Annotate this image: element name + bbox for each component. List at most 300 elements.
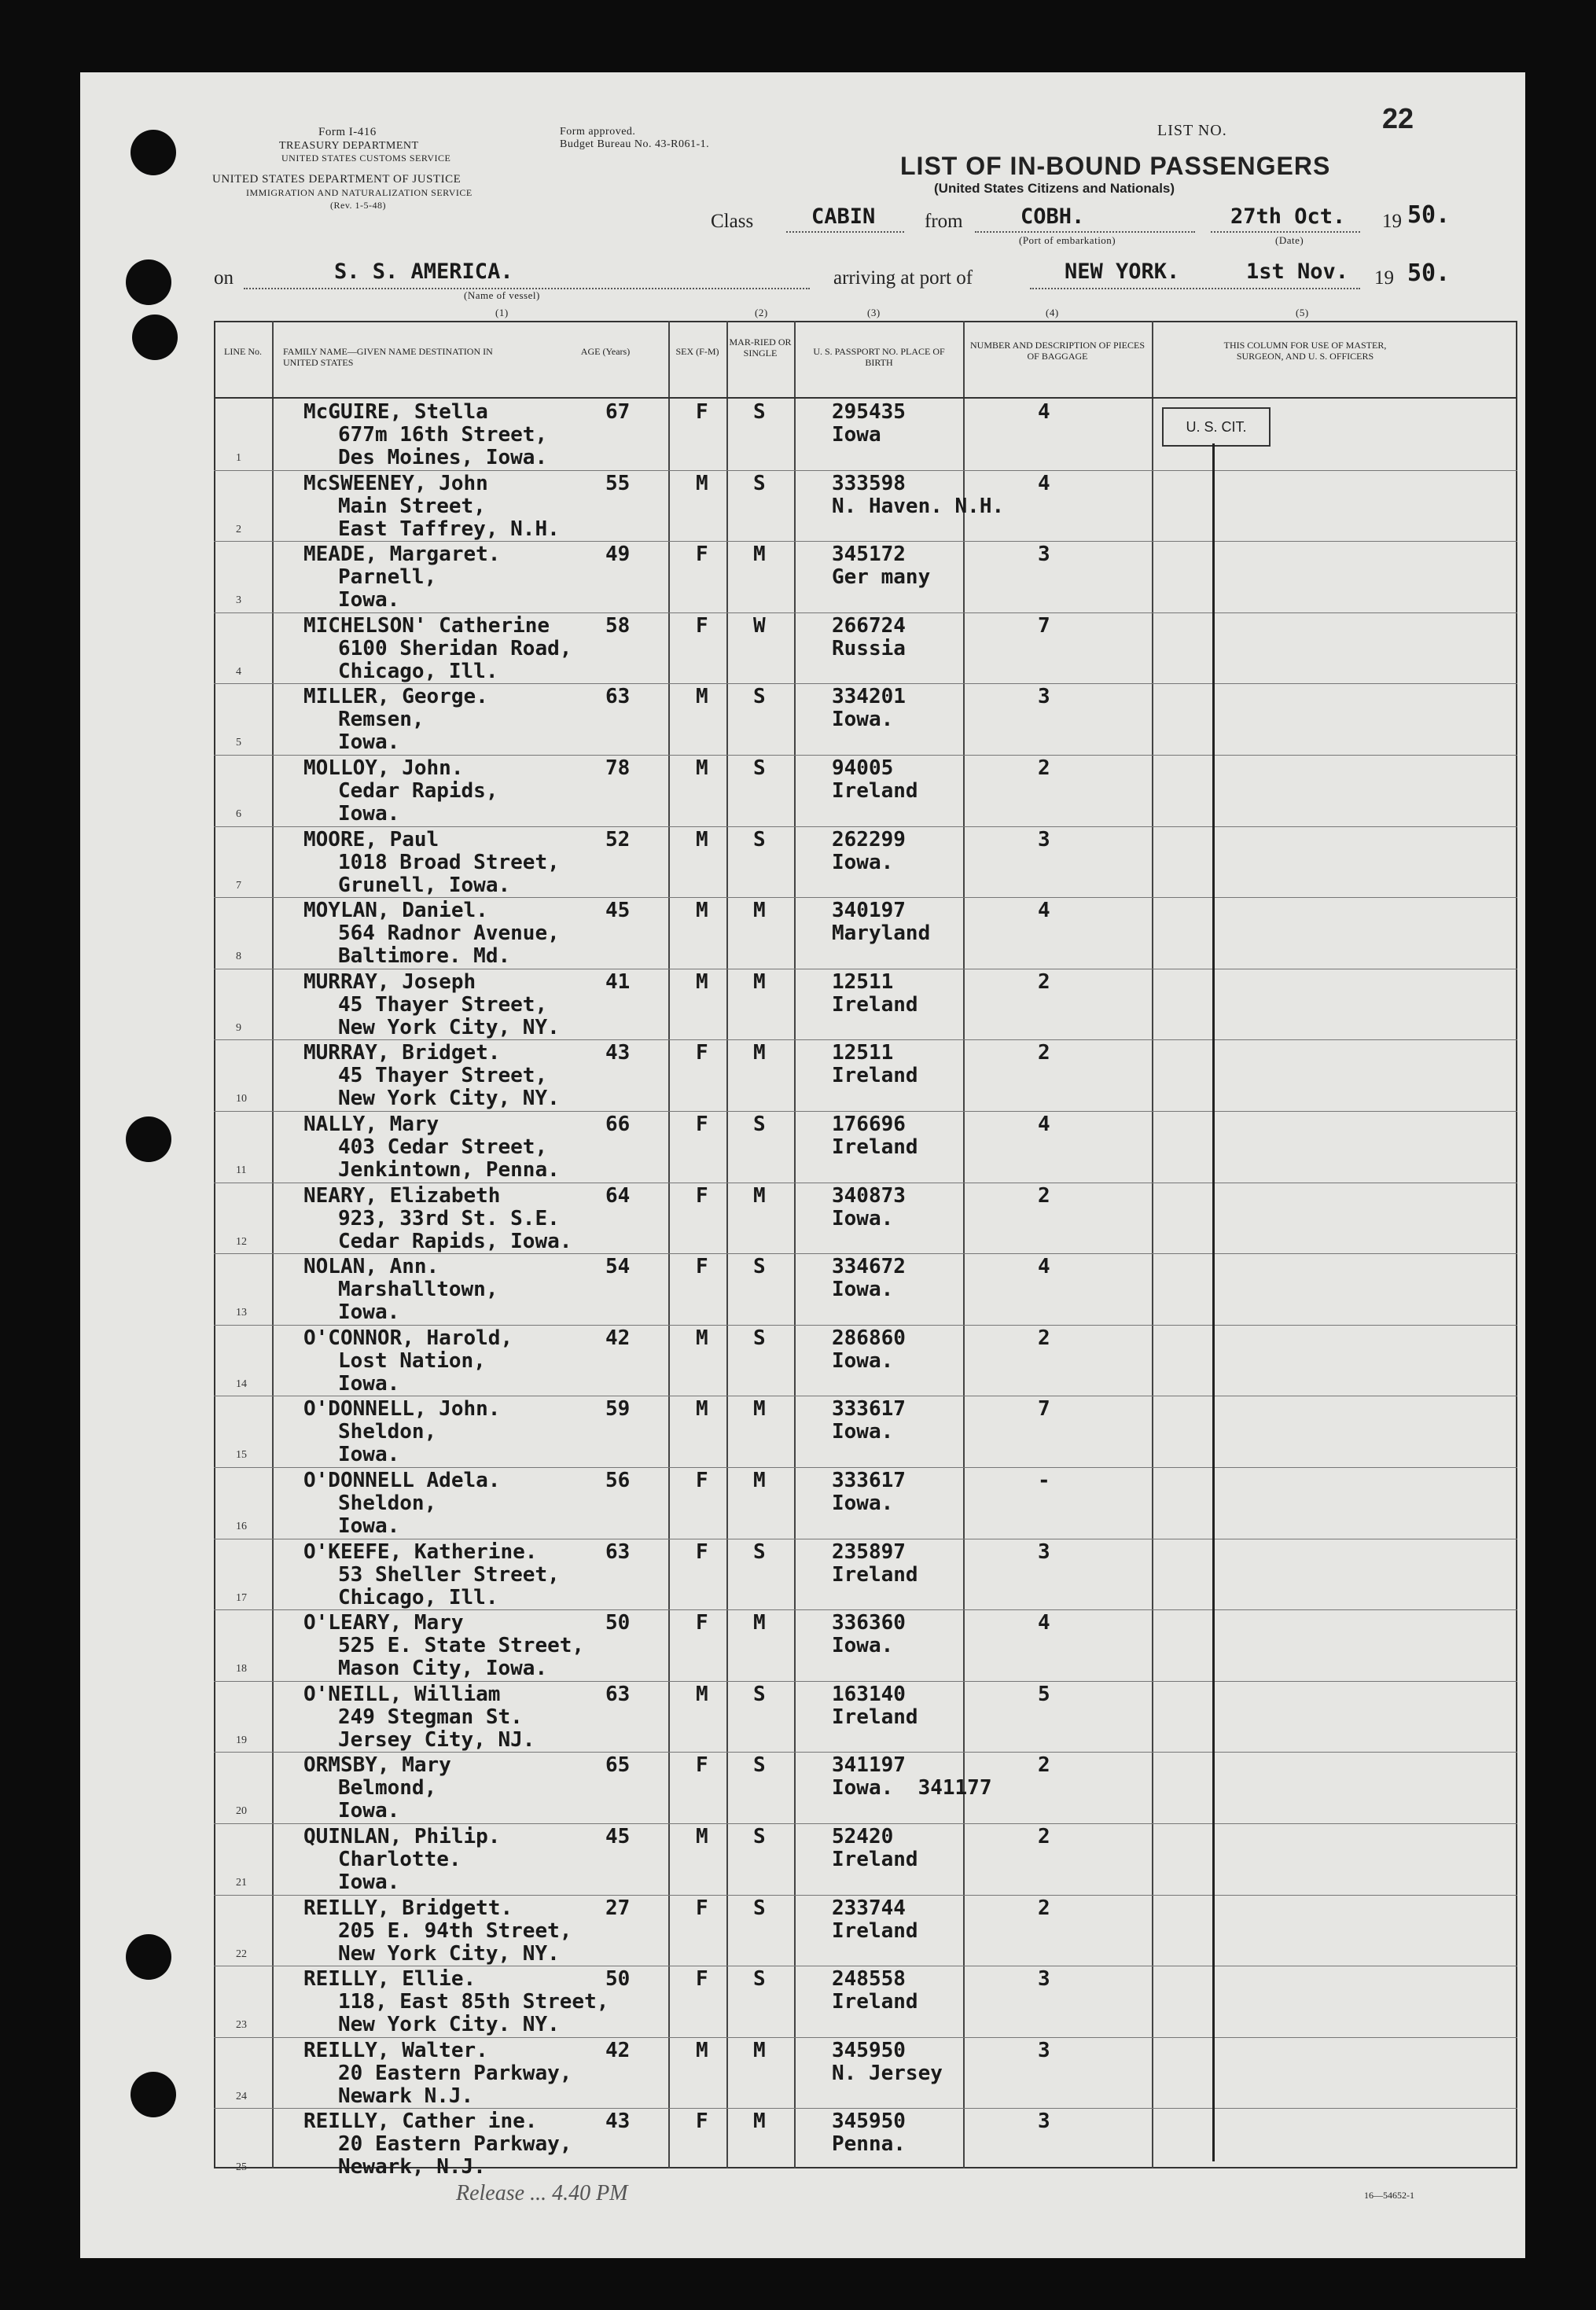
address-line-2: Newark N.J. bbox=[338, 2084, 474, 2108]
passport-number: 340873 bbox=[832, 1183, 906, 1208]
baggage-count: 3 bbox=[1038, 2110, 1050, 2134]
baggage-count: 4 bbox=[1038, 1113, 1050, 1136]
age: 27 bbox=[605, 1896, 631, 1920]
address-line-1: 6100 Sheridan Road, bbox=[338, 636, 572, 660]
place-of-birth: Iowa. bbox=[832, 1420, 894, 1444]
punch-hole bbox=[126, 1116, 171, 1162]
marital-status: S bbox=[753, 1682, 766, 1706]
passport-number: 286860 bbox=[832, 1326, 906, 1350]
baggage-count: 4 bbox=[1038, 899, 1050, 923]
release-signature: Release ... 4.40 PM bbox=[456, 2181, 628, 2205]
age: 43 bbox=[605, 1041, 631, 1065]
marital-status: M bbox=[753, 1183, 766, 1208]
row-divider bbox=[214, 683, 1517, 684]
place-of-birth: Penna. bbox=[832, 2132, 906, 2157]
ins-heading: IMMIGRATION AND NATURALIZATION SERVICE bbox=[246, 187, 473, 198]
place-of-birth: Iowa. bbox=[832, 1634, 894, 1658]
address-line-1: 564 Radnor Avenue, bbox=[338, 921, 560, 946]
class-label: Class bbox=[711, 211, 754, 232]
address-line-2: New York City, NY. bbox=[338, 1087, 560, 1111]
line-number: 22 bbox=[236, 1948, 247, 1960]
baggage-count: 3 bbox=[1038, 2038, 1050, 2062]
page-title: LIST OF IN-BOUND PASSENGERS bbox=[900, 152, 1331, 180]
row-divider bbox=[214, 470, 1517, 471]
passport-number: 333598 bbox=[832, 471, 906, 495]
passport-number: 163140 bbox=[832, 1682, 906, 1706]
sex: M bbox=[696, 1682, 708, 1706]
passenger-name: O'CONNOR, Harold, bbox=[303, 1326, 513, 1350]
line-number: 8 bbox=[236, 951, 241, 963]
treasury-dept: TREASURY DEPARTMENT bbox=[279, 140, 419, 152]
place-of-birth: Ger many bbox=[832, 565, 931, 590]
class-value: CABIN bbox=[811, 204, 876, 229]
col-num-5: (5) bbox=[1296, 307, 1309, 318]
row-divider bbox=[214, 1039, 1517, 1040]
sex: F bbox=[696, 1255, 708, 1279]
row-divider bbox=[214, 1895, 1517, 1896]
sex: M bbox=[696, 685, 708, 709]
list-no-label: LIST NO. bbox=[1157, 122, 1227, 139]
sex: F bbox=[696, 1113, 708, 1136]
sex: F bbox=[696, 1469, 708, 1492]
row-divider bbox=[214, 755, 1517, 756]
passport-number: 176696 bbox=[832, 1113, 906, 1136]
vessel-caption: (Name of vessel) bbox=[464, 289, 540, 301]
address-line-2: Grunell, Iowa. bbox=[338, 873, 511, 897]
address-line-1: Belmond, bbox=[338, 1776, 437, 1801]
passport-number: 233744 bbox=[832, 1896, 906, 1920]
place-of-birth: Ireland bbox=[832, 1562, 918, 1587]
line-number: 23 bbox=[236, 2019, 247, 2032]
address-line-1: 53 Sheller Street, bbox=[338, 1562, 560, 1587]
arriving-label: arriving at port of bbox=[833, 267, 973, 289]
place-of-birth: N. Haven. N.H. bbox=[832, 494, 1005, 518]
form-id: Form I-416 bbox=[318, 126, 377, 138]
punch-hole bbox=[131, 130, 176, 175]
address-line-2: Iowa. bbox=[338, 1514, 400, 1538]
sex: F bbox=[696, 1967, 708, 1992]
passenger-name: NOLAN, Ann. bbox=[303, 1255, 439, 1279]
passport-number: 334672 bbox=[832, 1255, 906, 1279]
marital-status: S bbox=[753, 1825, 766, 1848]
passport-number: 345172 bbox=[832, 543, 906, 567]
baggage-count: 4 bbox=[1038, 400, 1050, 424]
passenger-name: REILLY, Walter. bbox=[303, 2038, 488, 2062]
address-line-1: 205 E. 94th Street, bbox=[338, 1918, 572, 1943]
passport-number: 262299 bbox=[832, 827, 906, 852]
age: 41 bbox=[605, 969, 631, 994]
marital-status: S bbox=[753, 1896, 766, 1920]
departure-date: 27th Oct. bbox=[1230, 204, 1346, 229]
address-line-1: 249 Stegman St. bbox=[338, 1705, 523, 1729]
passenger-name: McSWEENEY, John bbox=[303, 471, 488, 495]
address-line-2: New York City, NY. bbox=[338, 1941, 560, 1966]
address-line-2: Newark, N.J. bbox=[338, 2155, 486, 2179]
punch-hole bbox=[126, 1934, 171, 1980]
age: 67 bbox=[605, 400, 631, 424]
sex: M bbox=[696, 1825, 708, 1848]
punch-hole bbox=[132, 314, 178, 360]
place-of-birth: Ireland bbox=[832, 1064, 918, 1088]
address-line-1: Charlotte. bbox=[338, 1848, 462, 1871]
baggage-count: 2 bbox=[1038, 1825, 1050, 1848]
row-divider bbox=[214, 1467, 1517, 1468]
place-of-birth: Ireland bbox=[832, 992, 918, 1017]
address-line-1: 20 Eastern Parkway, bbox=[338, 2061, 572, 2085]
line-number: 19 bbox=[236, 1734, 247, 1746]
passenger-name: MOORE, Paul bbox=[303, 827, 439, 852]
row-divider bbox=[214, 897, 1517, 898]
address-line-1: 525 E. State Street, bbox=[338, 1634, 585, 1658]
passport-number: 12511 bbox=[832, 969, 894, 994]
age: 42 bbox=[605, 2038, 631, 2062]
passenger-name: O'DONNELL, John. bbox=[303, 1397, 501, 1422]
sex: F bbox=[696, 400, 708, 424]
baggage-count: 4 bbox=[1038, 1611, 1050, 1635]
line-number: 25 bbox=[236, 2161, 247, 2174]
baggage-count: 2 bbox=[1038, 969, 1050, 994]
address-line-1: Sheldon, bbox=[338, 1420, 437, 1444]
passenger-name: REILLY, Cather ine. bbox=[303, 2110, 538, 2134]
marital-status: M bbox=[753, 1397, 766, 1422]
place-of-birth: Ireland bbox=[832, 1918, 918, 1943]
baggage-count: 2 bbox=[1038, 1041, 1050, 1065]
place-of-birth: Iowa. bbox=[832, 708, 894, 732]
sex: F bbox=[696, 1539, 708, 1564]
address-line-2: Iowa. bbox=[338, 1371, 400, 1396]
baggage-count: 2 bbox=[1038, 756, 1050, 780]
passport-number: 333617 bbox=[832, 1469, 906, 1492]
marital-status: M bbox=[753, 2038, 766, 2062]
col-age: AGE (Years) bbox=[580, 346, 631, 357]
col-sex: SEX (F-M) bbox=[675, 346, 719, 357]
officer-column-line bbox=[1212, 443, 1215, 2161]
row-divider bbox=[214, 541, 1517, 542]
baggage-count: 3 bbox=[1038, 1967, 1050, 1992]
passenger-name: NALLY, Mary bbox=[303, 1113, 439, 1136]
budget-bureau: Budget Bureau No. 43-R061-1. bbox=[560, 138, 710, 150]
place-of-birth: Iowa. bbox=[832, 1206, 894, 1230]
passenger-name: REILLY, Ellie. bbox=[303, 1967, 476, 1992]
passenger-name: MURRAY, Joseph bbox=[303, 969, 476, 994]
line-number: 7 bbox=[236, 879, 241, 892]
row-divider bbox=[214, 1752, 1517, 1753]
marital-status: M bbox=[753, 899, 766, 923]
marital-status: M bbox=[753, 2110, 766, 2134]
col-num-4: (4) bbox=[1046, 307, 1059, 318]
baggage-count: 2 bbox=[1038, 1183, 1050, 1208]
marital-status: S bbox=[753, 400, 766, 424]
age: 54 bbox=[605, 1255, 631, 1279]
address-line-1: Remsen, bbox=[338, 708, 425, 732]
age: 64 bbox=[605, 1183, 631, 1208]
line-number: 12 bbox=[236, 1235, 247, 1248]
place-of-birth: Iowa. bbox=[832, 1348, 894, 1373]
baggage-count: 2 bbox=[1038, 1326, 1050, 1350]
address-line-2: East Taffrey, N.H. bbox=[338, 517, 560, 541]
passenger-name: REILLY, Bridgett. bbox=[303, 1896, 513, 1920]
marital-status: S bbox=[753, 685, 766, 709]
baggage-count: 3 bbox=[1038, 685, 1050, 709]
us-citizen-stamp: U. S. CIT. bbox=[1162, 407, 1271, 447]
passenger-name: NEARY, Elizabeth bbox=[303, 1183, 501, 1208]
line-number: 21 bbox=[236, 1877, 247, 1889]
marital-status: W bbox=[753, 613, 766, 638]
sex: M bbox=[696, 969, 708, 994]
marital-status: M bbox=[753, 1041, 766, 1065]
passenger-name: MOLLOY, John. bbox=[303, 756, 464, 780]
address-line-2: Iowa. bbox=[338, 588, 400, 612]
address-line-1: Sheldon, bbox=[338, 1492, 437, 1515]
marital-status: S bbox=[753, 1539, 766, 1564]
line-number: 16 bbox=[236, 1521, 247, 1532]
place-of-birth: Iowa. bbox=[832, 1278, 894, 1302]
marital-status: S bbox=[753, 827, 766, 852]
age: 58 bbox=[605, 613, 631, 638]
place-of-birth: Ireland bbox=[832, 779, 918, 803]
revision: (Rev. 1-5-48) bbox=[330, 200, 387, 211]
address-line-2: New York City, NY. bbox=[338, 1015, 560, 1039]
address-line-2: Chicago, Ill. bbox=[338, 659, 498, 683]
col-line: LINE No. bbox=[224, 346, 262, 357]
address-line-1: Cedar Rapids, bbox=[338, 779, 498, 803]
age: 45 bbox=[605, 899, 631, 923]
arrival-date: 1st Nov. bbox=[1246, 259, 1349, 284]
marital-status: M bbox=[753, 543, 766, 567]
address-line-2: Iowa. bbox=[338, 730, 400, 755]
baggage-count: - bbox=[1038, 1469, 1050, 1492]
age: 59 bbox=[605, 1397, 631, 1422]
col-name: FAMILY NAME—GIVEN NAME DESTINATION IN UNITED STATES bbox=[283, 346, 493, 368]
from-label: from bbox=[925, 211, 963, 232]
baggage-count: 2 bbox=[1038, 1896, 1050, 1920]
marital-status: M bbox=[753, 969, 766, 994]
sex: F bbox=[696, 2110, 708, 2134]
col-officers: THIS COLUMN FOR USE OF MASTER, SURGEON, AND U. S. OFFICERS bbox=[1223, 340, 1387, 362]
passport-number: 295435 bbox=[832, 400, 906, 424]
form-approved: Form approved. bbox=[560, 126, 636, 138]
address-line-2: Iowa. bbox=[338, 1799, 400, 1823]
passport-number: 52420 bbox=[832, 1825, 894, 1848]
col-passport: U. S. PASSPORT NO. PLACE OF BIRTH bbox=[813, 346, 945, 368]
marital-status: S bbox=[753, 1753, 766, 1778]
marital-status: S bbox=[753, 1967, 766, 1992]
row-divider bbox=[214, 1681, 1517, 1682]
passenger-name: ORMSBY, Mary bbox=[303, 1753, 451, 1778]
passport-number: 336360 bbox=[832, 1611, 906, 1635]
passenger-name: O'DONNELL Adela. bbox=[303, 1469, 501, 1492]
passenger-name: McGUIRE, Stella bbox=[303, 400, 488, 424]
passport-number: 333617 bbox=[832, 1397, 906, 1422]
place-of-birth: Ireland bbox=[832, 1990, 918, 2014]
line-number: 15 bbox=[236, 1449, 247, 1462]
passenger-name: O'LEARY, Mary bbox=[303, 1611, 464, 1635]
passport-number: 345950 bbox=[832, 2038, 906, 2062]
baggage-count: 7 bbox=[1038, 613, 1050, 638]
sex: F bbox=[696, 1753, 708, 1778]
marital-status: S bbox=[753, 1255, 766, 1279]
address-line-1: 923, 33rd St. S.E. bbox=[338, 1206, 560, 1230]
line-number: 18 bbox=[236, 1663, 247, 1675]
line-number: 4 bbox=[236, 665, 241, 678]
sex: M bbox=[696, 756, 708, 780]
departure-year: 50. bbox=[1407, 201, 1451, 229]
place-of-birth: Iowa bbox=[832, 423, 881, 447]
address-line-2: Jersey City, NJ. bbox=[338, 1727, 535, 1752]
row-divider bbox=[214, 2108, 1517, 2109]
arrival-year: 50. bbox=[1407, 259, 1451, 287]
passport-number: 334201 bbox=[832, 685, 906, 709]
punch-hole bbox=[126, 259, 171, 305]
line-number: 3 bbox=[236, 594, 241, 607]
address-line-2: Iowa. bbox=[338, 1443, 400, 1467]
address-line-2: Baltimore. Md. bbox=[338, 944, 511, 969]
address-line-2: Des Moines, Iowa. bbox=[338, 446, 548, 469]
passenger-name: O'NEILL, William bbox=[303, 1682, 501, 1706]
line-number: 10 bbox=[236, 1093, 247, 1105]
passenger-name: MILLER, George. bbox=[303, 685, 488, 709]
address-line-1: 20 Eastern Parkway, bbox=[338, 2132, 572, 2157]
marital-status: S bbox=[753, 471, 766, 495]
list-number: 22 bbox=[1382, 102, 1414, 134]
marital-status: M bbox=[753, 1469, 766, 1492]
baggage-count: 4 bbox=[1038, 471, 1050, 495]
place-of-birth: Iowa. bbox=[832, 1492, 894, 1515]
baggage-count: 3 bbox=[1038, 827, 1050, 852]
passenger-name: QUINLAN, Philip. bbox=[303, 1825, 501, 1848]
place-of-birth: N. Jersey bbox=[832, 2061, 943, 2085]
age: 65 bbox=[605, 1753, 631, 1778]
age: 66 bbox=[605, 1113, 631, 1136]
sex: F bbox=[696, 543, 708, 567]
address-line-1: 118, East 85th Street, bbox=[338, 1990, 609, 2014]
sex: M bbox=[696, 827, 708, 852]
line-number: 13 bbox=[236, 1307, 247, 1319]
baggage-count: 7 bbox=[1038, 1397, 1050, 1422]
place-of-birth: Ireland bbox=[832, 1705, 918, 1729]
row-divider bbox=[214, 2037, 1517, 2038]
line-number: 1 bbox=[236, 452, 241, 464]
port-caption: (Port of embarkation) bbox=[1019, 234, 1116, 246]
passport-number: 266724 bbox=[832, 613, 906, 638]
address-line-2: Mason City, Iowa. bbox=[338, 1657, 548, 1681]
address-line-2: Jenkintown, Penna. bbox=[338, 1158, 560, 1182]
line-number: 14 bbox=[236, 1378, 247, 1390]
row-divider bbox=[214, 1253, 1517, 1254]
address-line-2: New York City. NY. bbox=[338, 2013, 560, 2037]
address-line-1: 1018 Broad Street, bbox=[338, 850, 560, 874]
age: 43 bbox=[605, 2110, 631, 2134]
sex: F bbox=[696, 1896, 708, 1920]
passenger-name: MEADE, Margaret. bbox=[303, 543, 501, 567]
age: 49 bbox=[605, 543, 631, 567]
passport-number: 341197 bbox=[832, 1753, 906, 1778]
line-number: 24 bbox=[236, 2090, 247, 2102]
col-baggage: NUMBER AND DESCRIPTION OF PIECES OF BAGGAGE bbox=[969, 340, 1146, 362]
address-line-2: Chicago, Ill. bbox=[338, 1585, 498, 1609]
line-number: 5 bbox=[236, 737, 241, 749]
age: 63 bbox=[605, 1682, 631, 1706]
address-line-2: Iowa. bbox=[338, 802, 400, 826]
line-number: 9 bbox=[236, 1021, 241, 1034]
customs-service: UNITED STATES CUSTOMS SERVICE bbox=[281, 153, 451, 164]
place-of-birth: Iowa. bbox=[832, 850, 894, 874]
marital-status: M bbox=[753, 1611, 766, 1635]
passport-number: 340197 bbox=[832, 899, 906, 923]
date-year-prefix: 19 bbox=[1382, 211, 1402, 232]
address-line-1: Main Street, bbox=[338, 494, 486, 518]
col-married: MAR-RIED OR SINGLE bbox=[729, 337, 792, 359]
age: 52 bbox=[605, 827, 631, 852]
arrival-year-prefix: 19 bbox=[1374, 267, 1394, 289]
punch-hole bbox=[131, 2072, 176, 2117]
marital-status: S bbox=[753, 1326, 766, 1350]
sex: M bbox=[696, 899, 708, 923]
col-num-3: (3) bbox=[867, 307, 881, 318]
age: 63 bbox=[605, 1539, 631, 1564]
line-number: 17 bbox=[236, 1591, 247, 1604]
place-of-birth: Maryland bbox=[832, 921, 931, 946]
baggage-count: 3 bbox=[1038, 1539, 1050, 1564]
address-line-1: 677m 16th Street, bbox=[338, 423, 548, 447]
address-line-1: Lost Nation, bbox=[338, 1348, 486, 1373]
line-number: 6 bbox=[236, 808, 241, 820]
line-number: 20 bbox=[236, 1805, 247, 1818]
line-number: 2 bbox=[236, 523, 241, 535]
passenger-name: O'KEEFE, Katherine. bbox=[303, 1539, 538, 1564]
place-of-birth: Russia bbox=[832, 636, 906, 660]
passport-number: 248558 bbox=[832, 1967, 906, 1992]
sex: F bbox=[696, 1611, 708, 1635]
sex: F bbox=[696, 1183, 708, 1208]
baggage-count: 5 bbox=[1038, 1682, 1050, 1706]
address-line-1: 403 Cedar Street, bbox=[338, 1135, 548, 1159]
passenger-name: MURRAY, Bridget. bbox=[303, 1041, 501, 1065]
address-line-2: Iowa. bbox=[338, 1870, 400, 1894]
sex: M bbox=[696, 1397, 708, 1422]
age: 50 bbox=[605, 1611, 631, 1635]
marital-status: S bbox=[753, 756, 766, 780]
row-divider bbox=[214, 1823, 1517, 1824]
address-line-1: 45 Thayer Street, bbox=[338, 1064, 548, 1088]
age: 78 bbox=[605, 756, 631, 780]
arrival-port: NEW YORK. bbox=[1065, 259, 1180, 284]
sex: F bbox=[696, 613, 708, 638]
age: 63 bbox=[605, 685, 631, 709]
address-line-1: 45 Thayer Street, bbox=[338, 992, 548, 1017]
date-caption: (Date) bbox=[1275, 234, 1304, 246]
row-divider bbox=[214, 1609, 1517, 1610]
place-of-birth: Ireland bbox=[832, 1135, 918, 1159]
line-number: 11 bbox=[236, 1164, 247, 1176]
on-label: on bbox=[214, 267, 234, 289]
passport-number: 94005 bbox=[832, 756, 894, 780]
row-divider bbox=[214, 612, 1517, 613]
passport-number: 235897 bbox=[832, 1539, 906, 1564]
sex: M bbox=[696, 2038, 708, 2062]
age: 42 bbox=[605, 1326, 631, 1350]
page-subtitle: (United States Citizens and Nationals) bbox=[934, 181, 1175, 196]
address-line-2: Cedar Rapids, Iowa. bbox=[338, 1229, 572, 1253]
col-num-1: (1) bbox=[495, 307, 509, 318]
address-line-1: Marshalltown, bbox=[338, 1278, 498, 1302]
place-of-birth: Iowa. 341177 bbox=[832, 1776, 992, 1801]
age: 50 bbox=[605, 1967, 631, 1992]
sex: M bbox=[696, 471, 708, 495]
address-line-1: Parnell, bbox=[338, 565, 437, 590]
age: 55 bbox=[605, 471, 631, 495]
embark-port: COBH. bbox=[1020, 204, 1085, 229]
